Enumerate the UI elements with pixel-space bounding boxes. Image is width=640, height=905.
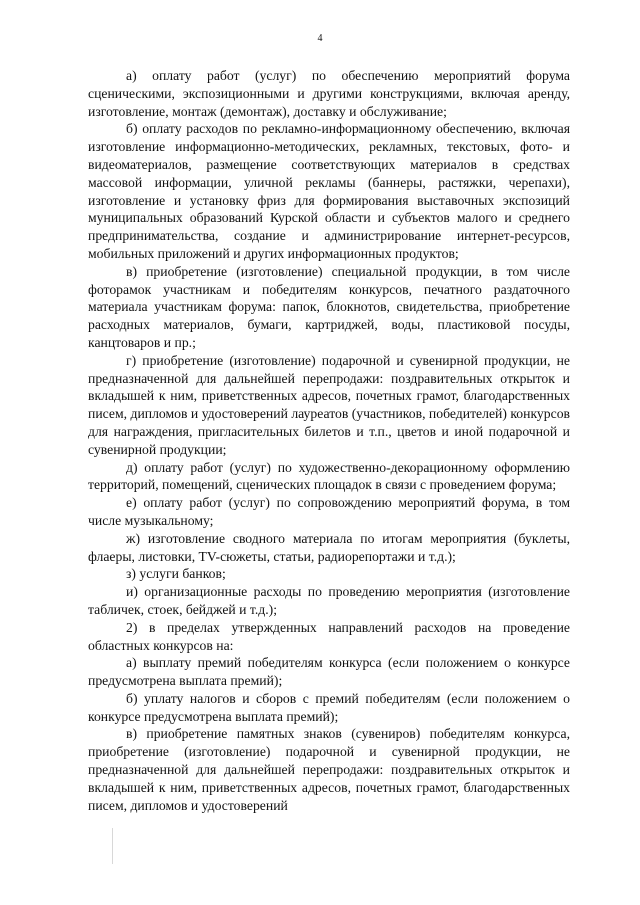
paragraph-z-bank-services: з) услуги банков; xyxy=(126,566,226,582)
paragraph-i-organizational-expenses: и) организационные расходы по проведению мероприятия (изготовление табличек, стоек, бейджей и т.д.); xyxy=(88,584,570,617)
paragraph-2-regional-contests: 2) в пределах утвержденных направлений расходов на проведение областных конкурсов на: xyxy=(88,619,570,653)
paragraph-a-prize-payment: а) выплату премий победителям конкурса (если положением о конкурсе предусмотрена выплата премий); xyxy=(88,655,570,689)
paragraph-g-souvenir-products: г) приобретение (изготовление) подарочной и сувенирной продукции, не предназначенной для дальнейшей перепродажи: поздравительных открыток и вкладышей к ним, приветственных адресов, почетных грамот, благодарственных писем, дипломов и удостоверений лауреатов (участников, победителей) конкурсов для награждения, пригласительных билетов и т.п., цветов и иной подарочной и сувенирной продукции; xyxy=(88,352,570,457)
paragraph-d-decoration: д) оплату работ (услуг) по художественно-декорационному оформлению территорий, помещений, сценических площадок в связи с проведением форума; xyxy=(88,459,570,493)
paragraph-e-accompaniment: е) оплату работ (услуг) по сопровождению мероприятий форума, в том числе музыкальному; xyxy=(88,495,570,528)
paragraph-b-advertising: б) оплату расходов по рекламно-информационному обеспечению, включая изготовление информационно-методических, рекламных, текстовых, фото- и видеоматериалов, размещение соответствующих материалов в средствах массовой информации, уличной рекламы (баннеры, растяжки, черепахи), изготовление и установку фриз для формирования выставочных экспозиций муниципальных образований Курской области и субъектов малого и среднего предпринимательства, создание и администрирование интернет-ресурсов, мобильных приложений и других информационных продуктов; xyxy=(88,121,570,261)
paragraph-v-special-products: в) приобретение (изготовление) специальной продукции, в том числе фоторамок участникам и победителям конкурсов, печатного раздаточного материала участникам форума: папок, блокнотов, свидетельства, приобретение расходных материалов, бумаги, картриджей, воды, пластиковой посуды, канцтоваров и пр.; xyxy=(88,263,570,350)
document-body xyxy=(88,67,570,814)
paragraph-b-taxes: б) уплату налогов и сборов с премий победителям (если положением о конкурсе предусмотрена выплата премий); xyxy=(88,690,570,724)
paragraph-a-stage-constructions: а) оплату работ (услуг) по обеспечению мероприятий форума сценическими, экспозиционными и другими конструкциями, включая аренду, изготовление, монтаж (демонтаж), доставку и обслуживание; xyxy=(88,68,570,119)
page-number: 4 xyxy=(317,33,323,44)
scan-margin-mark xyxy=(112,828,113,864)
paragraph-v-memorial-signs: в) приобретение памятных знаков (сувениров) победителям конкурса, приобретение (изготовление) подарочной и сувенирной продукции, не предназначенной для дальнейшей перепродажи: поздравительных открыток и вкладышей к ним, приветственных адресов, почетных грамот, благодарственных писем, дипломов и удостоверений xyxy=(88,726,570,813)
paragraph-zh-summary-material: ж) изготовление сводного материала по итогам мероприятия (буклеты, флаеры, листовки, TV-сюжеты, статьи, радиорепортажи и т.д.); xyxy=(88,530,570,564)
